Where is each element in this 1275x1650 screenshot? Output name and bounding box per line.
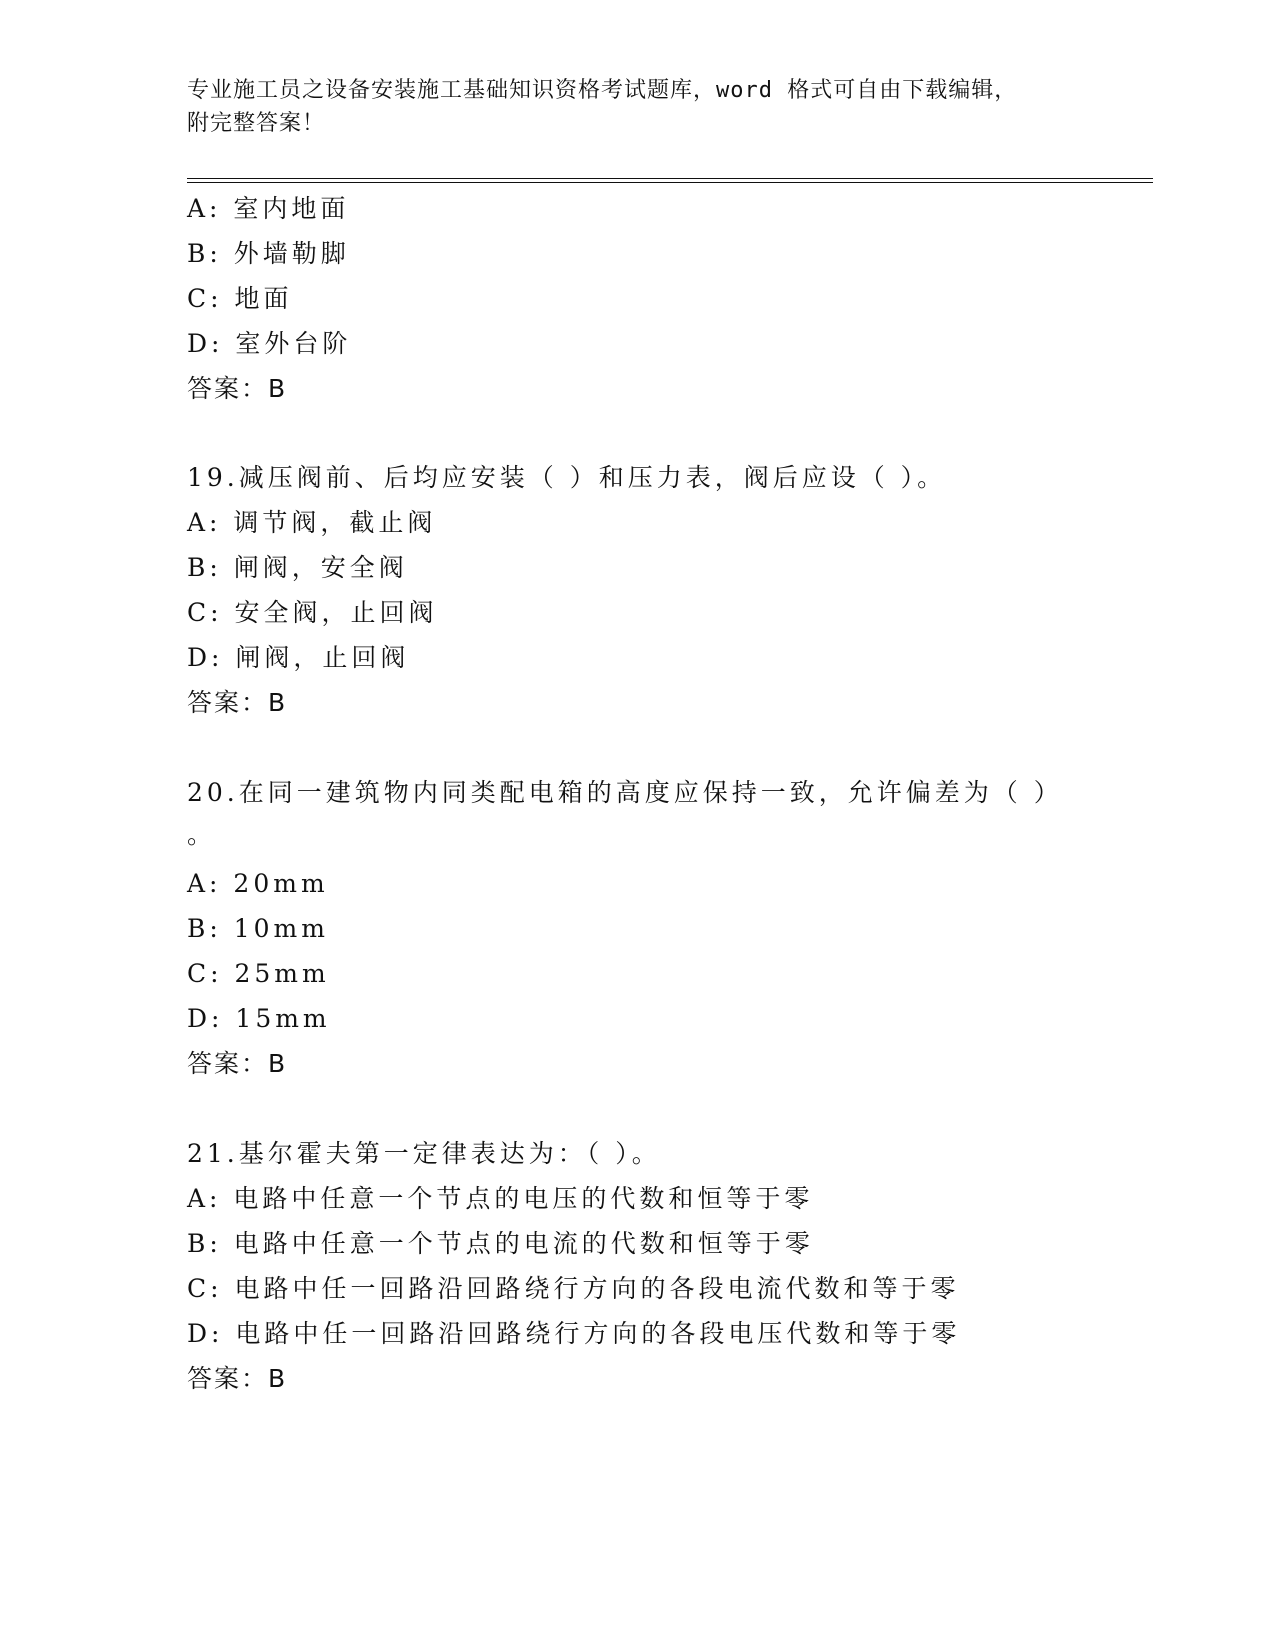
q19-option-d: D: 闸阀，止回阀 bbox=[187, 643, 410, 672]
q19-answer: 答案：B bbox=[187, 688, 288, 717]
q18-option-d: D: 室外台阶 bbox=[187, 329, 352, 358]
q20-option-b: B: 10mm bbox=[187, 914, 329, 943]
q19-option-a: A: 调节阀，截止阀 bbox=[187, 508, 437, 537]
q19-option-c: C: 安全阀，止回阀 bbox=[187, 598, 438, 627]
q20-option-a: A: 20mm bbox=[187, 869, 329, 898]
header-divider-top bbox=[187, 178, 1153, 179]
q21-option-a: A: 电路中任意一个节点的电压的代数和恒等于零 bbox=[187, 1184, 814, 1213]
q20-answer: 答案：B bbox=[187, 1049, 288, 1078]
q18-answer: 答案：B bbox=[187, 374, 288, 403]
header-title-line-1: 专业施工员之设备安装施工基础知识资格考试题库，word 格式可自由下载编辑， bbox=[187, 78, 1018, 103]
q20-option-d: D: 15mm bbox=[187, 1004, 331, 1033]
q18-option-a: A: 室内地面 bbox=[187, 194, 350, 223]
q21-option-b: B: 电路中任意一个节点的电流的代数和恒等于零 bbox=[187, 1229, 814, 1258]
q21-answer: 答案：B bbox=[187, 1364, 288, 1393]
q20-question: 20.在同一建筑物内同类配电箱的高度应保持一致，允许偏差为（ ） bbox=[187, 778, 1063, 807]
q18-option-b: B: 外墙勒脚 bbox=[187, 239, 350, 268]
q21-option-c: C: 电路中任一回路沿回路绕行方向的各段电流代数和等于零 bbox=[187, 1274, 960, 1303]
header-title-line-2: 附完整答案！ bbox=[187, 111, 326, 136]
q18-option-c: C: 地面 bbox=[187, 284, 293, 313]
header-divider-bottom bbox=[187, 182, 1153, 183]
q21-option-d: D: 电路中任一回路沿回路绕行方向的各段电压代数和等于零 bbox=[187, 1319, 961, 1348]
q20-option-c: C: 25mm bbox=[187, 959, 330, 988]
q20-question-continuation: 。 bbox=[187, 820, 217, 849]
document-header bbox=[187, 74, 1087, 140]
q19-question: 19.减压阀前、后均应安装（ ）和压力表，阀后应设（ ）。 bbox=[187, 463, 947, 492]
q19-option-b: B: 闸阀，安全阀 bbox=[187, 553, 408, 582]
q21-question: 21.基尔霍夫第一定律表达为：（ ）。 bbox=[187, 1139, 661, 1168]
